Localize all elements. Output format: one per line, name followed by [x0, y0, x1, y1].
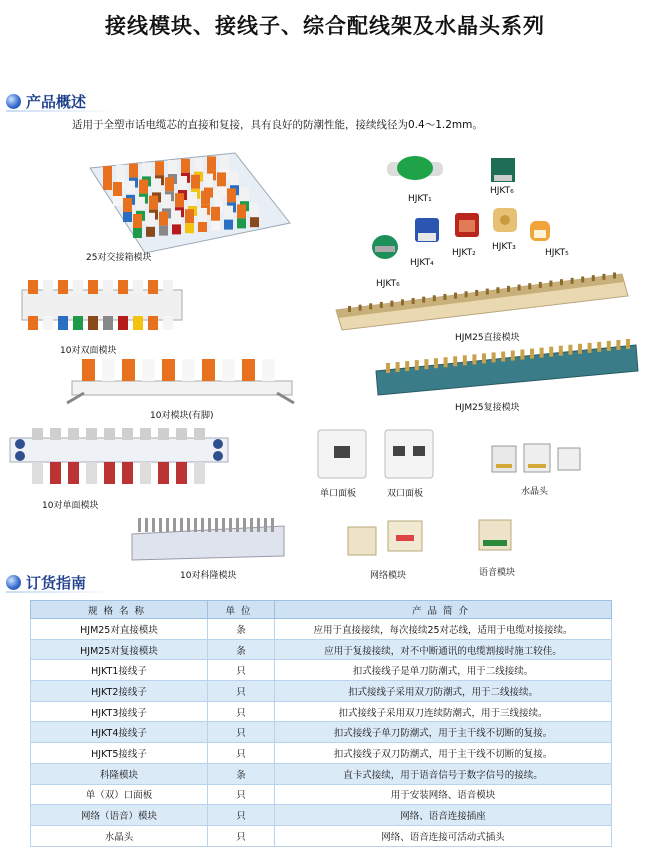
- wire-pin: [146, 227, 155, 237]
- contact-slot: [396, 362, 400, 372]
- contact-slot: [386, 363, 390, 373]
- contact-slot: [390, 301, 393, 307]
- hjkt6-caption: HJKT₆: [490, 186, 514, 196]
- connector-pin: [165, 177, 174, 191]
- connector-pin: [113, 182, 122, 196]
- wire-pin: [104, 462, 115, 484]
- connector-pin: [214, 190, 223, 204]
- contact-slot: [507, 286, 510, 292]
- table-row: HJM25对直接模块 条 应用于直接接续，每次接续25对芯线，适用于电缆对接接续。: [31, 619, 612, 640]
- hjkt2-image: [452, 210, 482, 240]
- hjkt6-lower-caption: HJKT₆: [376, 279, 400, 289]
- contact-slot: [607, 341, 611, 351]
- contact-slot: [454, 293, 457, 299]
- legged10-module-image: [62, 355, 297, 407]
- wire-pin: [86, 462, 97, 484]
- section-overview-heading: 产品概述: [6, 90, 86, 112]
- contact-slot: [159, 518, 162, 532]
- connector-pin: [159, 212, 168, 226]
- contact-slot: [236, 518, 239, 532]
- contact-slot: [222, 518, 225, 532]
- contact-slot: [348, 306, 351, 312]
- connector-pin: [230, 171, 239, 185]
- wire-pin: [133, 228, 142, 238]
- wire-pin: [43, 316, 53, 330]
- wire-pin: [172, 224, 181, 234]
- wire-pin: [133, 316, 143, 330]
- contact-slot: [443, 294, 446, 300]
- connector-pin: [103, 166, 112, 180]
- contact-slot: [540, 348, 544, 358]
- wire-pin: [148, 316, 158, 330]
- section-bullet-icon: [6, 94, 21, 109]
- network-module-image: [344, 515, 429, 560]
- ordering-table: [30, 600, 612, 847]
- connector-pin: [158, 428, 169, 440]
- connector-pin: [262, 359, 275, 381]
- hjkt3-caption: HJKT₃: [492, 242, 516, 252]
- connector-pin: [222, 359, 235, 381]
- connector-pin: [194, 158, 203, 172]
- contact-slot: [433, 295, 436, 301]
- wire-pin: [176, 462, 187, 484]
- contact-slot: [616, 340, 620, 350]
- contact-slot: [138, 518, 141, 532]
- contact-slot: [597, 342, 601, 352]
- contact-slot: [511, 351, 515, 361]
- connector-pin: [194, 428, 205, 440]
- hjkt2-caption: HJKT₂: [452, 248, 476, 258]
- connector-pin: [32, 428, 43, 440]
- section-bullet-icon: [6, 575, 21, 590]
- connector-pin: [176, 428, 187, 440]
- connector-pin: [68, 428, 79, 440]
- connector-pin: [204, 174, 213, 188]
- single10-caption: 10对单面模块: [42, 501, 99, 511]
- contact-slot: [412, 298, 415, 304]
- single10-module-image: [6, 428, 231, 496]
- connector-pin: [142, 359, 155, 381]
- contact-slot: [215, 518, 218, 532]
- contact-slot: [401, 299, 404, 305]
- single-panel-caption: 单口面板: [320, 489, 357, 499]
- connector-pin: [168, 160, 177, 174]
- wire-pin: [122, 462, 133, 484]
- hjkt5-caption: HJKT₅: [545, 248, 569, 258]
- contact-slot: [482, 353, 486, 363]
- section-ordering-heading: 订货指南: [6, 571, 86, 593]
- contact-slot: [434, 358, 438, 368]
- contact-slot: [592, 275, 595, 281]
- header-spec-name: 规格名称: [31, 601, 208, 619]
- connector-pin: [162, 194, 171, 208]
- connector-pin: [43, 280, 53, 294]
- contact-slot: [415, 360, 419, 370]
- table-row: 网络（语音）模块 只 网络、语音连接插座: [31, 805, 612, 826]
- table-row: HJKT5接线子 只 扣式接线子双刀防潮式，用于主干线不切断的复接。: [31, 743, 612, 764]
- connector-pin: [133, 214, 142, 228]
- contact-slot: [559, 346, 563, 356]
- hjkt-green-image: [370, 232, 400, 262]
- connector-pin: [148, 280, 158, 294]
- wire-pin: [58, 316, 68, 330]
- connector-pin: [211, 207, 220, 221]
- connector-pin: [198, 208, 207, 222]
- single-panel-image: [316, 428, 368, 480]
- network-module-caption: 网络模块: [370, 571, 407, 581]
- double-panel-image: [383, 428, 435, 480]
- contact-slot: [571, 278, 574, 284]
- page-title: 接线模块、接线子、综合配线架及水晶头系列: [105, 13, 545, 38]
- connector-pin: [237, 204, 246, 218]
- connector-pin: [250, 203, 259, 217]
- hjkt5-image: [527, 218, 553, 244]
- table-row: 单（双）口面板 只 用于安装网络、语音模块: [31, 784, 612, 805]
- connector-pin: [82, 359, 95, 381]
- contact-slot: [496, 287, 499, 293]
- rj45-image: [490, 438, 585, 478]
- contact-slot: [463, 355, 467, 365]
- rj45-caption: 水晶头: [521, 487, 549, 497]
- contact-slot: [501, 351, 505, 361]
- contact-slot: [465, 291, 468, 297]
- contact-slot: [578, 344, 582, 354]
- contact-slot: [560, 279, 563, 285]
- wire-pin: [103, 316, 113, 330]
- contact-slot: [568, 345, 572, 355]
- connector-pin: [155, 161, 164, 175]
- double10-module-image: [18, 280, 188, 335]
- contact-slot: [453, 356, 457, 366]
- contact-slot: [528, 283, 531, 289]
- connector-pin: [220, 155, 229, 169]
- connector-pin: [207, 156, 216, 170]
- connector-pin: [175, 193, 184, 207]
- table-row: HJKT1接线子 只 扣式接线子是单刀防潮式，用于二线接续。: [31, 660, 612, 681]
- table-row: HJKT4接线子 只 扣式接线子单刀防潮式，用于主干线不切断的复接。: [31, 722, 612, 743]
- contact-slot: [520, 350, 524, 360]
- wire-pin: [224, 220, 233, 230]
- contact-slot: [145, 518, 148, 532]
- connector-pin: [163, 280, 173, 294]
- contact-slot: [201, 518, 204, 532]
- connector-pin: [142, 162, 151, 176]
- wire-pin: [28, 316, 38, 330]
- connector-pin: [191, 175, 200, 189]
- connector-pin: [122, 359, 135, 381]
- connector-pin: [86, 428, 97, 440]
- contact-slot: [264, 518, 267, 532]
- connector-pin: [133, 280, 143, 294]
- contact-slot: [257, 518, 260, 532]
- contact-slot: [472, 354, 476, 364]
- header-unit: 单位: [208, 601, 275, 619]
- connector-pin: [136, 197, 145, 211]
- hjkt4-caption: HJKT₄: [410, 258, 434, 268]
- contact-slot: [359, 305, 362, 311]
- wire-pin: [237, 218, 246, 228]
- wire-pin: [123, 212, 132, 222]
- contact-slot: [422, 297, 425, 303]
- contact-slot: [602, 274, 605, 280]
- connector-pin: [149, 196, 158, 210]
- wire-pin: [68, 462, 79, 484]
- connector-pin: [242, 359, 255, 381]
- legged10-caption: 10对模块(有脚): [150, 411, 214, 421]
- connector-pin: [50, 428, 61, 440]
- contact-slot: [187, 518, 190, 532]
- sloped10-module-image: [128, 512, 288, 564]
- wire-pin: [158, 462, 169, 484]
- wire-pin: [113, 196, 122, 206]
- contact-slot: [530, 349, 534, 359]
- table-row: HJKT3接线子 只 扣式接线子采用双刀连续防潮式，用于三线接续。: [31, 701, 612, 722]
- contact-slot: [626, 339, 630, 349]
- contact-slot: [229, 518, 232, 532]
- connector-pin: [201, 191, 210, 205]
- connector-pin: [217, 172, 226, 186]
- table-row: 水晶头 只 网络、语音连接可活动式插头: [31, 825, 612, 846]
- connector-pin: [104, 428, 115, 440]
- contact-slot: [549, 281, 552, 287]
- contact-slot: [194, 518, 197, 532]
- contact-slot: [173, 518, 176, 532]
- connector-pin: [129, 164, 138, 178]
- hjm25-multi-caption: HJM25复接模块: [455, 403, 520, 413]
- connector-pin: [178, 176, 187, 190]
- voice-module-image: [475, 512, 515, 557]
- table-row: HJKT2接线子 只 扣式接线子采用双刀防潮式，用于二线接续。: [31, 681, 612, 702]
- hjkt1-image: [385, 150, 445, 185]
- sloped10-caption: 10对科隆模块: [180, 571, 237, 581]
- connector-pin: [140, 428, 151, 440]
- connector-pin: [181, 159, 190, 173]
- wire-pin: [211, 221, 220, 231]
- ordering-table-header: [31, 601, 612, 619]
- contact-slot: [243, 518, 246, 532]
- connector-pin: [58, 280, 68, 294]
- contact-slot: [613, 273, 616, 279]
- overview-text: 适用于全塑市话电缆芯的直接和复接，具有良好的防潮性能，接续线径为0.4～1.2mm。: [72, 119, 483, 131]
- connector-pin: [102, 359, 115, 381]
- connector-pin: [103, 280, 113, 294]
- wire-pin: [73, 316, 83, 330]
- table-row: HJM25对复接模块 条 应用于复接接续，对不中断通讯的电缆割接时施工较佳。: [31, 639, 612, 660]
- connector-pin: [185, 209, 194, 223]
- hjm25-direct-caption: HJM25直接模块: [455, 333, 520, 343]
- connector-pin: [126, 181, 135, 195]
- contact-slot: [581, 277, 584, 283]
- connector-pin: [240, 187, 249, 201]
- wire-pin: [32, 462, 43, 484]
- contact-slot: [486, 289, 489, 295]
- double10-caption: 10对双面模块: [60, 346, 117, 356]
- contact-slot: [369, 303, 372, 309]
- contact-slot: [180, 518, 183, 532]
- connector-pin: [224, 206, 233, 220]
- wire-pin: [103, 180, 112, 190]
- double-panel-caption: 双口面板: [387, 489, 424, 499]
- table-row: 科隆模块 条 直卡式接续，用于语音信号于数字信号的接续。: [31, 763, 612, 784]
- connector-pin: [123, 198, 132, 212]
- contact-slot: [424, 359, 428, 369]
- connector-pin: [172, 210, 181, 224]
- wire-pin: [50, 462, 61, 484]
- connector-pin: [188, 192, 197, 206]
- wire-pin: [250, 217, 259, 227]
- hjm25-multi-image: [372, 335, 642, 397]
- wire-pin: [163, 316, 173, 330]
- connector-pin: [152, 178, 161, 192]
- contact-slot: [208, 518, 211, 532]
- contact-slot: [380, 302, 383, 308]
- contact-slot: [539, 282, 542, 288]
- contact-slot: [518, 285, 521, 291]
- connector-pin: [182, 359, 195, 381]
- contact-slot: [492, 352, 496, 362]
- box25-caption: 25对交接箱模块: [86, 253, 152, 263]
- connector-pin: [116, 165, 125, 179]
- hjkt6-image: [488, 155, 518, 185]
- connector-pin: [202, 359, 215, 381]
- contact-slot: [271, 518, 274, 532]
- wire-pin: [159, 226, 168, 236]
- connector-pin: [118, 280, 128, 294]
- connector-pin: [146, 213, 155, 227]
- connector-pin: [227, 188, 236, 202]
- connector-pin: [162, 359, 175, 381]
- connector-pin: [122, 428, 133, 440]
- connector-pin: [28, 280, 38, 294]
- contact-slot: [475, 290, 478, 296]
- contact-slot: [444, 357, 448, 367]
- contact-slot: [588, 343, 592, 353]
- wire-pin: [88, 316, 98, 330]
- hjkt1-caption: HJKT₁: [408, 194, 432, 204]
- contact-slot: [549, 347, 553, 357]
- wire-pin: [118, 316, 128, 330]
- contact-slot: [250, 518, 253, 532]
- connector-pin: [73, 280, 83, 294]
- connector-pin: [139, 180, 148, 194]
- wire-pin: [140, 462, 151, 484]
- hjkt4-image: [412, 215, 442, 245]
- hjm25-direct-image: [332, 262, 632, 332]
- voice-module-caption: 语音模块: [479, 568, 516, 578]
- wire-pin: [198, 222, 207, 232]
- hjkt3-image: [490, 205, 520, 235]
- contact-slot: [405, 361, 409, 371]
- contact-slot: [166, 518, 169, 532]
- connector-pin: [88, 280, 98, 294]
- contact-slot: [152, 518, 155, 532]
- wire-pin: [185, 223, 194, 233]
- wire-pin: [194, 462, 205, 484]
- header-description: 产品简介: [275, 601, 612, 619]
